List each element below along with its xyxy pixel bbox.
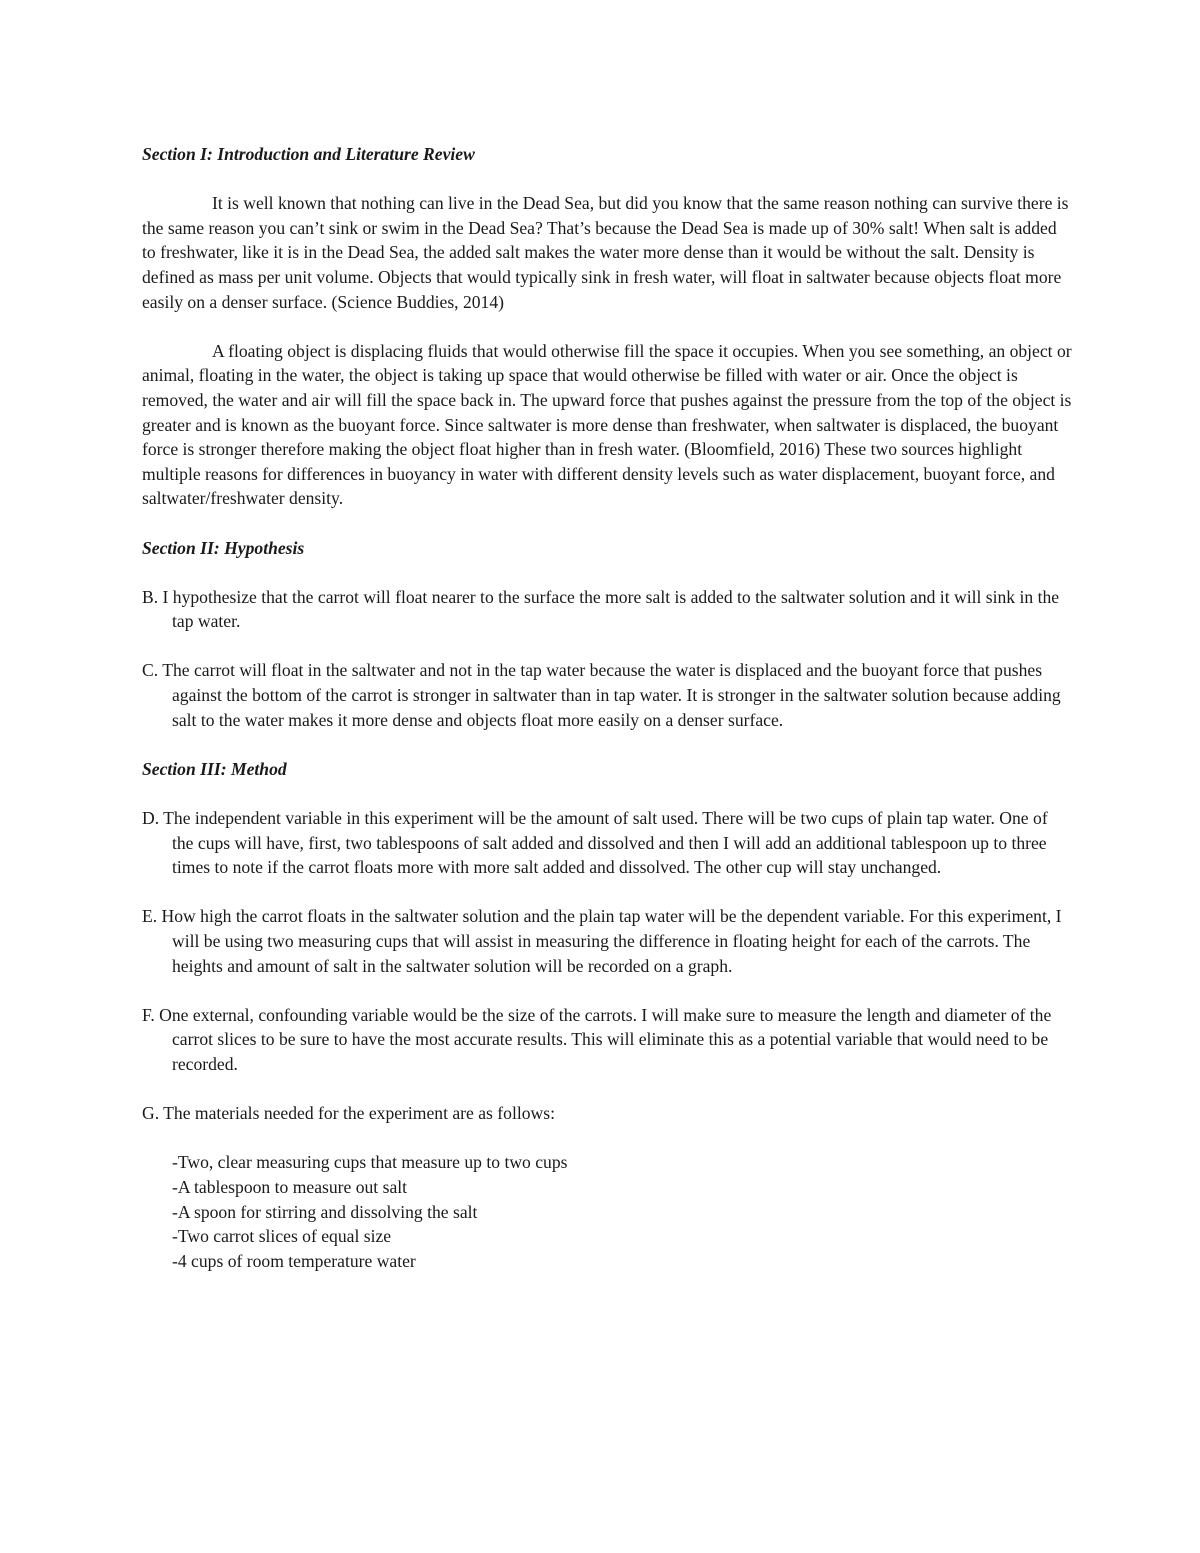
list-item: -A spoon for stirring and dissolving the salt (172, 1201, 478, 1222)
list-item: -Two carrot slices of equal size (172, 1226, 392, 1247)
hypothesis-item-b: B. I hypothesize that the carrot will float nearer to the surface the more salt is added to the saltwater solution and it will sink in the tap water. (142, 586, 1060, 632)
document-page (142, 142, 1072, 1273)
section-heading-hypothesis: Section II: Hypothesis (142, 537, 305, 558)
hypothesis-item-c: C. The carrot will float in the saltwater and not in the tap water because the water is displaced and the buoyant force that pushes against the bottom of the carrot is stronger in saltwater than in tap water. It is stronger in the saltwater solution because adding salt to the water makes it more dense and objects float more easily on a denser surface. (142, 660, 1061, 730)
intro-paragraph-2: A floating object is displacing fluids that would otherwise fill the space it occupies. When you see something, an object or animal, floating in the water, the object is taking up space that would otherwise be filled with water or air. Once the object is removed, the water and air will fill the space back in. The upward force that pushes against the pressure from the top of the object is greater and is known as the buoyant force. Since saltwater is more dense than freshwater, when saltwater is displaced, the buoyant force is stronger therefore making the object float higher than in fresh water. (Bloomfield, 2016) These two sources highlight multiple reasons for differences in buoyancy in water with different density levels such as water displacement, buoyant force, and saltwater/freshwater density. (142, 340, 1072, 509)
method-item-f: F. One external, confounding variable would be the size of the carrots. I will make sure to measure the length and diameter of the carrot slices to be sure to have the most accurate results. This will eliminate this as a potential variable that would need to be recorded. (142, 1004, 1052, 1074)
method-item-d: D. The independent variable in this experiment will be the amount of salt used. There will be two cups of plain tap water. One of the cups will have, first, two tablespoons of salt added and dissolved and then I will add an additional tablespoon up to three times to note if the carrot floats more with more salt added and dissolved. The other cup will stay unchanged. (142, 808, 1048, 878)
method-item-g: G. The materials needed for the experiment are as follows: (142, 1103, 555, 1124)
list-item: -4 cups of room temperature water (172, 1250, 416, 1271)
intro-paragraph-1: It is well known that nothing can live in the Dead Sea, but did you know that the same reason nothing can survive there is the same reason you can’t sink or swim in the Dead Sea? That’s because the Dead Sea is made up of 30% salt! When salt is added to freshwater, like it is in the Dead Sea, the added salt makes the water more dense than it would be without the salt. Density is defined as mass per unit volume. Objects that would typically sink in fresh water, will float in saltwater because objects float more easily on a denser surface. (Science Buddies, 2014) (142, 193, 1069, 312)
section-heading-method: Section III: Method (142, 758, 287, 779)
method-item-e: E. How high the carrot floats in the saltwater solution and the plain tap water will be the dependent variable. For this experiment, I will be using two measuring cups that will assist in measuring the difference in floating height for each of the carrots. The heights and amount of salt in the saltwater solution will be recorded on a graph. (142, 906, 1062, 976)
list-item: -A tablespoon to measure out salt (172, 1176, 408, 1197)
section-heading-introduction: Section I: Introduction and Literature Review (142, 144, 475, 164)
materials-list (142, 1150, 1072, 1273)
list-item: -Two, clear measuring cups that measure up to two cups (172, 1152, 568, 1173)
